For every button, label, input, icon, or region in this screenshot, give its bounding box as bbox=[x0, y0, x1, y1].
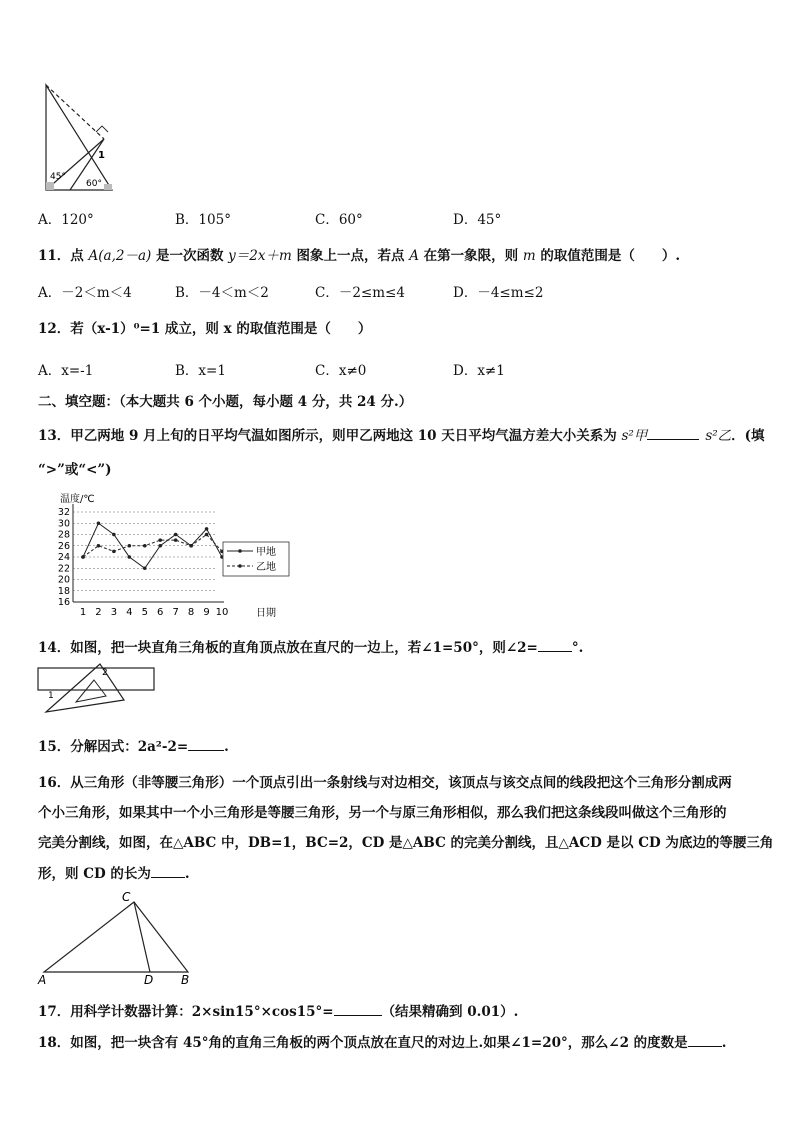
q16-line4-text: 形，则 CD 的长为 bbox=[38, 866, 151, 882]
q18-tail: . bbox=[721, 1035, 727, 1051]
chart-point-series-2 bbox=[97, 544, 101, 548]
q15-text: 15．分解因式：2a²-2= bbox=[38, 739, 189, 755]
chart-y-tick-label: 30 bbox=[57, 518, 70, 530]
q13-temperature-chart bbox=[40, 490, 290, 620]
chart-x-tick-label: 10 bbox=[215, 607, 229, 618]
q18-question bbox=[38, 1031, 726, 1051]
legend-series-1: 甲地 bbox=[256, 547, 276, 558]
q13-text: 13．甲乙两地 9 月上旬的日平均气温如图所示，则甲乙两地这 10 天日平均气温方差大小关系为 bbox=[38, 428, 622, 444]
chart-x-tick-label: 7 bbox=[172, 607, 179, 618]
q12-option-c[interactable]: C．x≠0 bbox=[315, 363, 367, 379]
q11-pt: A bbox=[409, 248, 419, 264]
chart-point-series-1 bbox=[112, 533, 116, 537]
chart-x-tick-label: 4 bbox=[126, 607, 133, 618]
q14-question bbox=[38, 636, 583, 656]
q11-func: y＝2x＋m bbox=[228, 248, 292, 264]
q14-text: 14．如图，把一块直角三角板的直角顶点放在直尺的一边上，若∠1=50°，则∠2= bbox=[38, 640, 538, 656]
chart-point-series-2 bbox=[205, 533, 209, 537]
q12-question: 12．若（x-1）⁰=1 成立，则 x 的取值范围是（ ） bbox=[38, 321, 372, 337]
q18-blank[interactable] bbox=[688, 1046, 722, 1047]
q16-line4 bbox=[38, 862, 190, 882]
chart-point-series-1 bbox=[143, 566, 147, 570]
chart-y-tick-label: 20 bbox=[57, 574, 70, 586]
fig10-label-1: 1 bbox=[98, 150, 105, 161]
q11-question bbox=[38, 244, 680, 264]
chart-point-series-2 bbox=[174, 538, 178, 542]
q16-line3: 完美分割线，如图，在△ABC 中，DB=1，BC=2，CD 是△ABC 的完美分割线，且△ACD 是以 CD 为底边的等腰三角 bbox=[38, 835, 774, 851]
q11-end: 的取值范围是（ ）. bbox=[535, 248, 681, 264]
chart-point-series-2 bbox=[81, 555, 85, 559]
chart-y-tick-label: 22 bbox=[57, 563, 70, 575]
chart-point-series-1 bbox=[158, 544, 162, 548]
q10-option-b[interactable]: B．105° bbox=[175, 212, 231, 228]
chart-x-tick-label: 8 bbox=[187, 607, 195, 618]
q12-option-b[interactable]: B．x=1 bbox=[175, 363, 226, 379]
chart-point-series-2 bbox=[158, 538, 162, 542]
q10-option-d[interactable]: D．45° bbox=[453, 212, 502, 228]
q16-triangle-figure bbox=[36, 888, 196, 986]
fig10-angle-60: 60° bbox=[86, 179, 102, 189]
q11-option-d[interactable]: D．－4≤m≤2 bbox=[453, 285, 544, 301]
q16-label-d: D bbox=[144, 973, 154, 986]
q15-blank[interactable] bbox=[188, 750, 224, 751]
q17-blank[interactable] bbox=[334, 1015, 382, 1016]
q11-option-a[interactable]: A．－2＜m＜4 bbox=[38, 285, 132, 301]
chart-ylabel: 温度/℃ bbox=[60, 494, 95, 505]
chart-point-series-2 bbox=[143, 544, 147, 548]
q14-label-2: 2 bbox=[102, 668, 108, 678]
q13-s1: s²甲 bbox=[621, 428, 648, 444]
q16-blank[interactable] bbox=[151, 877, 185, 878]
chart-point-series-1 bbox=[174, 533, 178, 537]
chart-y-tick-label: 16 bbox=[57, 597, 70, 608]
q12-option-a[interactable]: A．x=-1 bbox=[38, 363, 94, 379]
q16-label-a: A bbox=[38, 973, 47, 986]
q11-mid2: 图象上一点，若点 bbox=[291, 248, 410, 264]
q17-tail: （结果精确到 0.01）. bbox=[381, 1004, 519, 1020]
chart-x-tick-label: 2 bbox=[95, 607, 102, 618]
q11-option-c[interactable]: C．－2≤m≤4 bbox=[315, 285, 405, 301]
chart-point-series-2 bbox=[128, 544, 132, 548]
q14-tail: °. bbox=[571, 640, 584, 656]
chart-xlabel: 日期 bbox=[256, 608, 276, 619]
q10-figure bbox=[40, 80, 120, 195]
q10-option-a[interactable]: A．120° bbox=[38, 212, 94, 228]
q11-mid1: 是一次函数 bbox=[151, 248, 229, 264]
chart-y-tick-label: 28 bbox=[57, 529, 70, 541]
q13-question bbox=[38, 424, 765, 444]
q11-mid3: 在第一象限，则 bbox=[418, 248, 523, 264]
q10-option-c[interactable]: C．60° bbox=[315, 212, 363, 228]
chart-y-tick-label: 32 bbox=[57, 507, 70, 518]
q11-option-b[interactable]: B．－4＜m＜2 bbox=[175, 285, 269, 301]
q14-label-1: 1 bbox=[48, 691, 54, 701]
chart-y-tick-label: 24 bbox=[57, 552, 70, 563]
q18-text: 18．如图，把一块含有 45°角的直角三角板的两个顶点放在直尺的对边上.如果∠1=20°，那么∠2 的度数是 bbox=[38, 1035, 688, 1051]
q13-s2: s²乙 bbox=[705, 428, 732, 444]
chart-x-tick-label: 3 bbox=[110, 607, 118, 618]
q17-text: 17．用科学计数器计算：2×sin15°×cos15°= bbox=[38, 1004, 334, 1020]
chart-x-tick-label: 9 bbox=[203, 607, 210, 618]
chart-y-tick-label: 26 bbox=[57, 540, 70, 552]
fig10-angle-45: 45° bbox=[50, 172, 66, 182]
chart-y-tick-label: 18 bbox=[57, 585, 70, 597]
q11-num: 11．点 bbox=[38, 248, 89, 264]
section2-heading: 二、填空题：（本大题共 6 个小题，每小题 4 分，共 24 分.） bbox=[38, 394, 413, 410]
chart-x-tick-label: 6 bbox=[157, 607, 164, 618]
chart-point-series-1 bbox=[205, 527, 209, 531]
q16-label-b: B bbox=[181, 973, 190, 986]
legend-series-2: 乙地 bbox=[256, 562, 276, 573]
chart-x-tick-label: 5 bbox=[141, 607, 148, 618]
q16-label-c: C bbox=[122, 890, 131, 904]
q15-question bbox=[38, 735, 229, 755]
chart-point-series-1 bbox=[97, 521, 101, 525]
chart-point-series-2 bbox=[112, 550, 116, 554]
q11-var: m bbox=[522, 248, 536, 264]
chart-point-series-1 bbox=[128, 555, 132, 559]
q12-option-d[interactable]: D．x≠1 bbox=[453, 363, 505, 379]
q15-tail: . bbox=[224, 739, 229, 755]
q13-tail: ．(填 bbox=[731, 428, 765, 444]
chart-point-series-2 bbox=[189, 544, 193, 548]
q16-line1: 16．从三角形（非等腰三角形）一个顶点引出一条射线与对边相交，该顶点与该交点间的线段把这个三角形分割成两 bbox=[38, 775, 732, 791]
q17-question bbox=[38, 1000, 518, 1020]
q11-point: A(a,2－a) bbox=[88, 248, 152, 264]
chart-x-tick-label: 1 bbox=[79, 607, 87, 618]
q16-tail: . bbox=[184, 866, 190, 882]
q14-blank[interactable] bbox=[538, 651, 572, 652]
q13-blank[interactable] bbox=[647, 439, 699, 440]
q13-line2: “>”或“<”) bbox=[38, 462, 112, 478]
q14-figure bbox=[36, 662, 158, 716]
q16-line2: 个小三角形，如果其中一个小三角形是等腰三角形，另一个与原三角形相似，那么我们把这条线段叫做这个三角形的 bbox=[38, 805, 727, 821]
